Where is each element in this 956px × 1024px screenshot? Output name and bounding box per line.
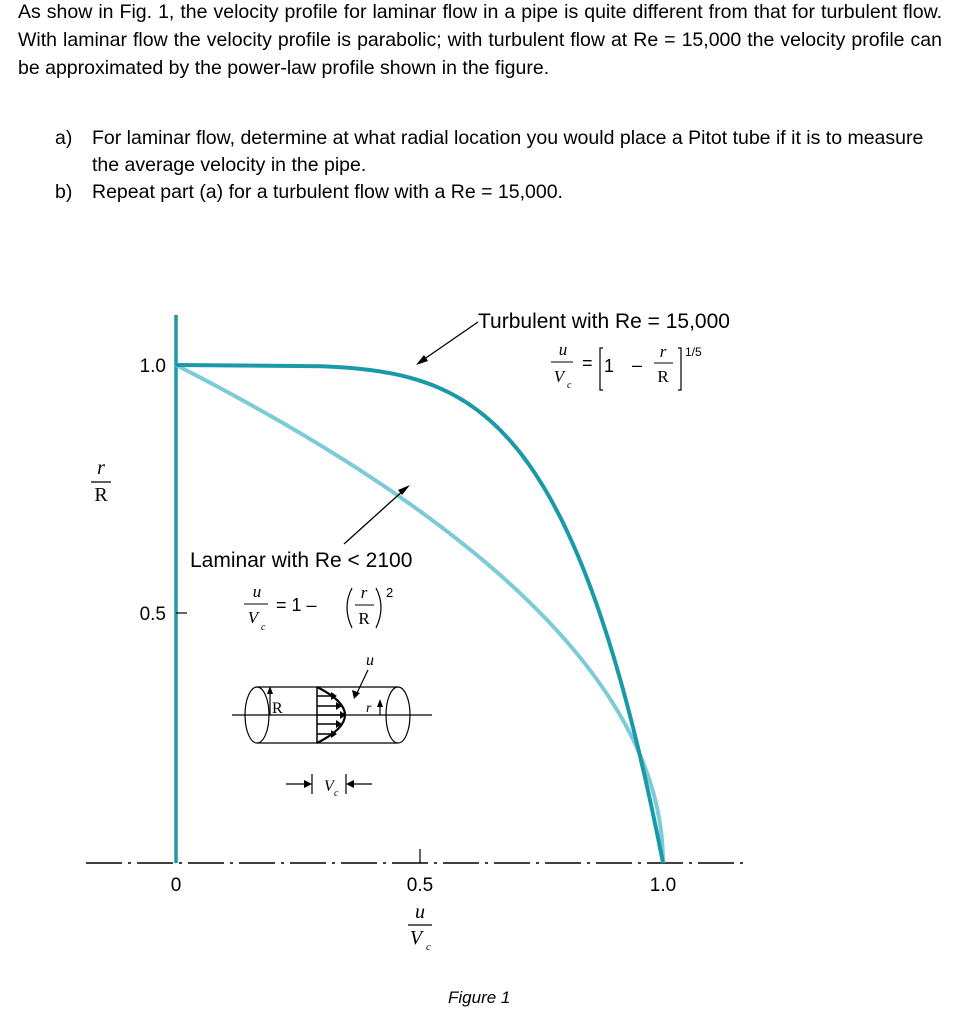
eq-frac-num: r: [360, 583, 368, 602]
u-pointer: [356, 670, 368, 695]
eq-one: 1: [604, 356, 615, 376]
problem-intro: As show in Fig. 1, the velocity profile for laminar flow in a pipe is quite different from that for turbulent flow. With laminar flow the velocity profile is parabolic; with turbulent flow at Re = 15,000 the velocity profile can be approximated by the power-law profile shown in the figure.: [18, 1, 942, 79]
eq-paren-left: [347, 588, 352, 628]
eq-lhs-den: V: [247, 608, 259, 627]
y-tick-label-05: 0.5: [139, 604, 166, 625]
pipe-r-label: r: [366, 701, 372, 716]
eq-exponent: 2: [386, 585, 394, 600]
eq-frac-den: R: [657, 367, 669, 386]
y-axis-label-num: r: [97, 457, 105, 479]
turbulent-label: Turbulent with Re = 15,000: [478, 310, 730, 333]
pipe-c-label: c: [334, 788, 339, 799]
r-arrowhead: [377, 699, 383, 707]
laminar-equation: [244, 582, 393, 633]
eq-minus: –: [632, 355, 643, 375]
turbulent-pointer-arrowhead: [416, 355, 428, 365]
vc-arrowhead-left: [304, 780, 312, 788]
y-tick-label-1: 1.0: [139, 356, 166, 377]
eq-lhs-den-sub: c: [261, 622, 266, 633]
figure-caption: Figure 1: [448, 988, 511, 1007]
eq-bracket-left: [600, 348, 603, 390]
vc-arrowhead-right: [346, 780, 354, 788]
eq-rhs: = 1 –: [276, 595, 317, 615]
question-label: b): [55, 181, 73, 203]
eq-paren-right: [376, 588, 381, 628]
eq-frac-den: R: [358, 609, 370, 628]
x-axis-label-num: u: [415, 901, 425, 923]
eq-lhs-num: u: [558, 340, 568, 359]
question-text: Repeat part (a) for a turbulent flow with a Re = 15,000.: [92, 181, 563, 203]
turbulent-pointer-line: [420, 322, 478, 362]
pipe-V-label: V: [324, 778, 334, 795]
question-text: For laminar flow, determine at what radial location you would place a Pitot tube if it is to measure the average velocity in the pipe.: [92, 127, 924, 176]
eq-lhs-num: u: [252, 582, 262, 601]
x-tick-label-1: 1.0: [649, 875, 677, 896]
x-tick-label-0: 0: [170, 875, 182, 896]
u-arrowhead: [352, 690, 360, 699]
x-tick-label-05: 0.5: [406, 875, 434, 896]
y-axis-label-den: R: [94, 484, 108, 506]
laminar-label: Laminar with Re < 2100: [190, 549, 413, 572]
eq-lhs-den-sub: c: [567, 380, 572, 391]
eq-frac-num: r: [659, 342, 667, 361]
x-axis-label-den: V: [409, 927, 423, 949]
turbulent-equation: [551, 340, 702, 391]
eq-lhs-den: V: [553, 367, 565, 386]
question-label: a): [55, 127, 73, 149]
pipe-u-label: u: [366, 652, 374, 669]
eq-bracket-right: [678, 348, 681, 390]
x-axis-label-den-sub: c: [426, 941, 431, 953]
eq-equals: =: [582, 353, 593, 373]
pipe-R-label: R: [272, 700, 283, 717]
eq-exponent: 1/5: [685, 345, 702, 359]
laminar-pointer-line: [344, 489, 405, 544]
